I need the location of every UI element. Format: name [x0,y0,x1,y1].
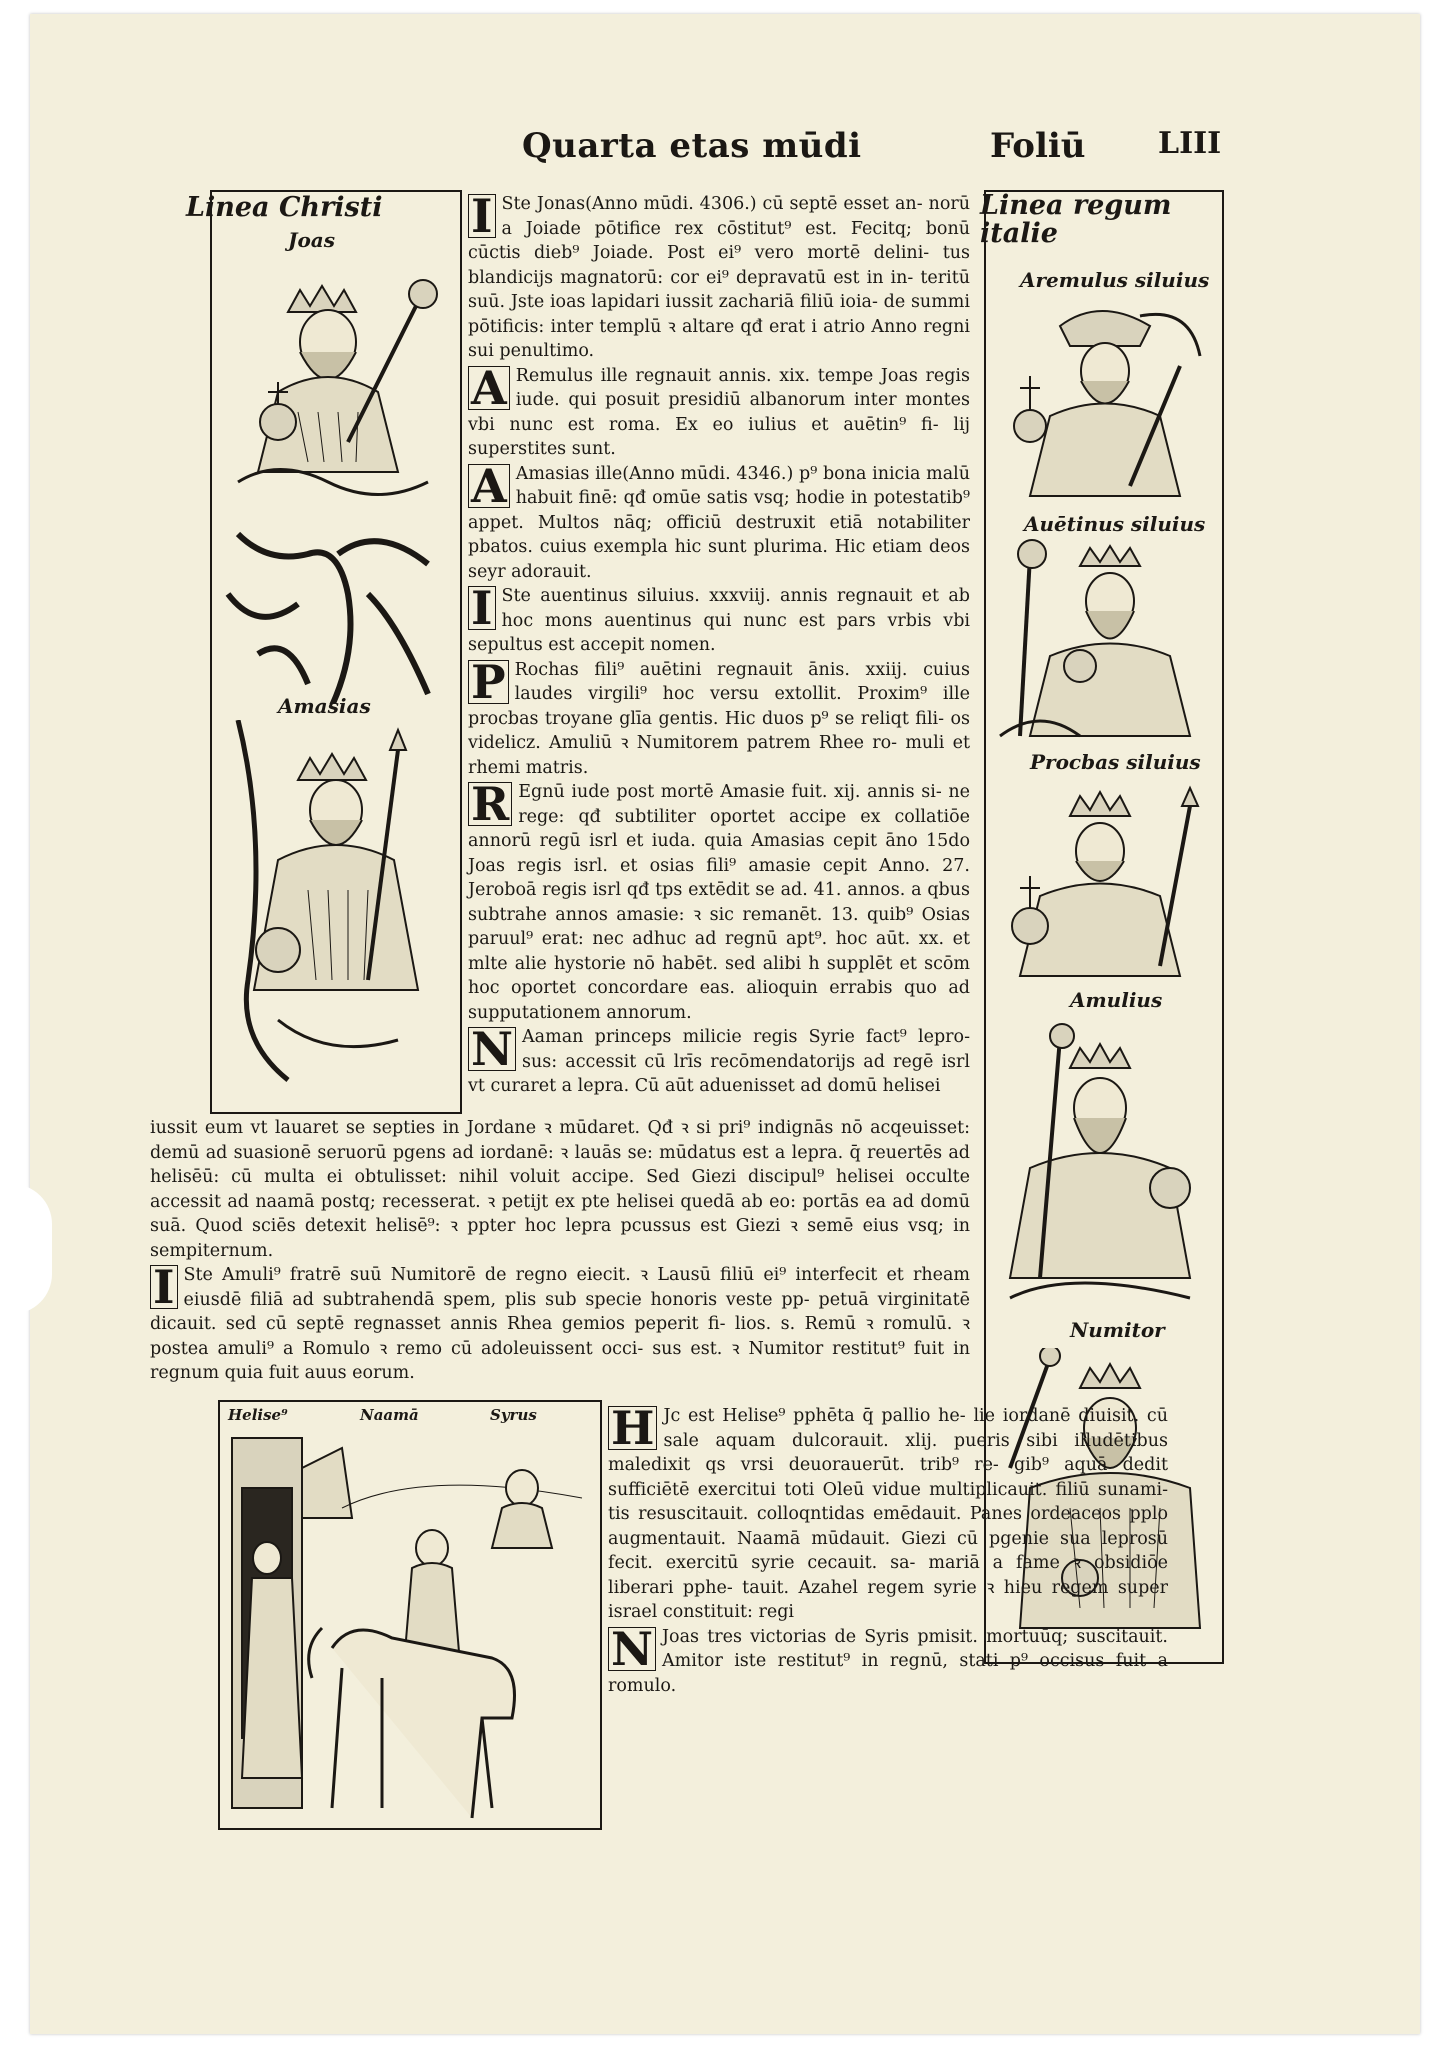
paper-sheet [30,14,1420,2034]
paragraph-body: Egnū iude post mortē Amasie fuit. xij. annis si- ne rege: qđ subtiliter oportet accipe ex collatiōe annorū regū isrl et iuda. quia Amasias cepit āno 15do Joas regis isrl. et osias fili⁹ amasie cepit Anno. 27. Jeroboā regis isrl qđ tps extēdit se ad. 41. annos. a qbus subtrahe annos amasie: ꝛ sic remanēt. 13. quib⁹ Osias paruul⁹ erat: nec adhuc ad regnū apt⁹. hoc aūt. xx. et mlte alie hystorie nō habēt. sed alibi h supplēt et scōm hoc oportet concordare eas. alioquin errabis quo ad supputationem annorum. [468,782,970,1023]
drop-initial: N [468,1027,516,1071]
king-woodcut-joas [218,252,448,502]
figure-caption-auentinus: Auētinus siluius [1024,512,1206,536]
paragraph [150,1260,970,1386]
king-woodcut-auentinus [990,536,1210,746]
drop-initial: N [608,1627,656,1671]
paragraph [608,1401,1168,1625]
drop-initial: I [150,1265,178,1309]
paragraph [468,654,970,781]
left-column-heading: Linea Christi [186,192,383,223]
paragraph-body: Joas tres victorias de Syris pmisit. mortuūq; suscitauit. Amitor iste restitut⁹ in regnū, stati p⁹ occisus fuit a romulo. [608,1626,1168,1696]
figure-caption-aremulus: Aremulus siluius [1020,268,1210,292]
scene-label-naaman: Naamā [360,1406,419,1424]
full-width-text [150,1116,970,1386]
drop-initial: H [608,1406,657,1450]
folio-number: LIII [1158,126,1222,161]
king-woodcut-procbas [990,776,1210,986]
paragraph-body: Aaman princeps milicie regis Syrie fact⁹ lepro- sus: accessit cū lrīs recōmendatorijs ad regē isrl vt curaret a lepra. Cū aūt aduenisset ad domū helisei [468,1027,970,1096]
main-text-column [468,189,970,1099]
naaman-scene-woodcut [222,1428,594,1822]
right-column-heading: Linea regum italie [980,190,1172,249]
drop-initial: I [468,586,496,630]
king-woodcut-amasias [218,720,448,1090]
king-woodcut-amulius [990,1018,1210,1308]
paragraph [468,189,970,364]
genealogy-branch-ornament [218,514,448,704]
paragraph [608,1621,1168,1699]
folio-label: Foliū [990,126,1086,166]
paragraph-body: Jc est Helise⁹ pphēta q̄ pallio he- lie iordanē diuisit. cū sale aquam dulcorauit. xlij. pueris sibi illudētibus maledixit qs vrsi deuorauerūt. trib⁹ re- gib⁹ aquā dedit sufficiētē exercitui toti Oleū vidue multiplicauit. filiū sunami- tis resuscitauit. colloqntidas emēdauit. Panes ordeaceos pplo augmentauit. Naamā mūdauit. Giezi cū pgenie sua leprosū fecit. exercitū syrie cecauit. sa- mariā a fame ꝛ obsidiōe liberari pphe- tauit. Azahel regem syrie ꝛ hieu regem super israel constituit: regi [608,1406,1168,1622]
lower-text-heliseus [608,1401,1168,1698]
paragraph-body: Ste auentinus siluius. xxxviij. annis regnauit et ab hoc mons auentinus qui nunc est pars vrbis vbi sepultus est accepit nomen. [468,586,970,655]
paragraph [468,1022,970,1099]
figure-caption-joas: Joas [288,228,336,252]
paragraph-body: Rochas fili⁹ auētini regnauit ānis. xxiij. cuius laudes virgili⁹ hoc versu extollit. Proxim⁹ ille procbas troyane glīa gentis. Hic duos p⁹ se reliqt fili- os videlicz. Amuliū ꝛ Numitorem patrem Rhee ro- muli et rhemi matris. [468,659,970,778]
drop-initial: R [468,782,512,826]
king-woodcut-aremulus [990,296,1210,506]
paragraph [468,581,970,658]
figure-caption-procbas: Procbas siluius [1030,750,1201,774]
paragraph-body: Ste Amuli⁹ fratrē suū Numitorē de regno eiecit. ꝛ Lausū filiū ei⁹ interfecit et rheam eiusdē filiā ad subtrahendā spem, plis sub specie honoris veste pp- petuā virginitatē dicauit. sed cū septē regnasset annis Rhea gemios peperit fi- lios. s. Remū ꝛ romulū. ꝛ postea amuli⁹ a Romulo ꝛ remo cū adoleuissent occi- sus est. ꝛ Numitor restitut⁹ fuit in regnum quia fuit auus eorum. [150,1265,970,1383]
drop-initial: A [468,366,510,410]
drop-initial: A [468,464,510,508]
figure-caption-numitor: Numitor [1070,1318,1165,1342]
drop-initial: I [468,194,496,238]
paragraph [468,458,970,585]
paragraph-body: iussit eum vt lauaret se septies in Jordane ꝛ mūdaret. Qđ ꝛ si pri⁹ indignās nō acqeuisset: demū ad suasionē seruorū pgens ad iordanē: ꝛ lauās se: mūdatus est a lepra. q̄ reuertēs ad helisēū: cū multa ei obtulisset: nihil voluit accipe. Sed Giezi discipul⁹ helisei occulte accessit ad naamā postq; recesserat. ꝛ petijt ex pte helisei quedā ab eo: portās ea ad domū suā. Quod sciēs detexit helisē⁹: ꝛ ppter hoc lepra pcussus est Giezi ꝛ semē eius vsq; in sempiternum. [150,1118,970,1261]
paragraph [468,777,970,1025]
figure-caption-amasias: Amasias [278,694,371,718]
scene-label-heliseus: Helise⁹ [228,1406,288,1424]
paragraph-body: Remulus ille regnauit annis. xix. tempe Joas regis iude. qui posuit presidiū albanorum inter montes vbi nunc est roma. Ex eo iulius et auētin⁹ fi- lij superstites sunt. [468,365,970,459]
paragraph-body: Amasias ille(Anno mūdi. 4346.) p⁹ bona inicia malū habuit finē: qđ omūe satis vsq; hodie in potestatib⁹ appet. Multos nāq; officiū destruxit etiā notabiliter pbatos. cuius exempla hic sunt plurima. Hic etiam deos seyr adorauit. [468,463,970,582]
paragraph [150,1116,970,1263]
figure-caption-amulius: Amulius [1070,988,1163,1012]
running-title: Quarta etas mūdi [522,126,862,166]
paragraph [468,360,970,462]
drop-initial: P [468,660,509,704]
scene-label-syrus: Syrus [490,1406,537,1424]
paragraph-body: Ste Jonas(Anno mūdi. 4306.) cū septē esset an- norū a Joiade pōtifice rex cōstitut⁹ est. Fecitq; bonū cūctis dieb⁹ Joiade. Post ei⁹ vero mortē delini- tus blandicijs magnatorū: cor ei⁹ depravatū est in in- teritū suū. Jste ioas lapidari iussit zachariā filiū ioia- de summi pōtificis: inter templū ꝛ altare qđ erat i atrio Anno regni sui penultimo. [468,194,970,361]
